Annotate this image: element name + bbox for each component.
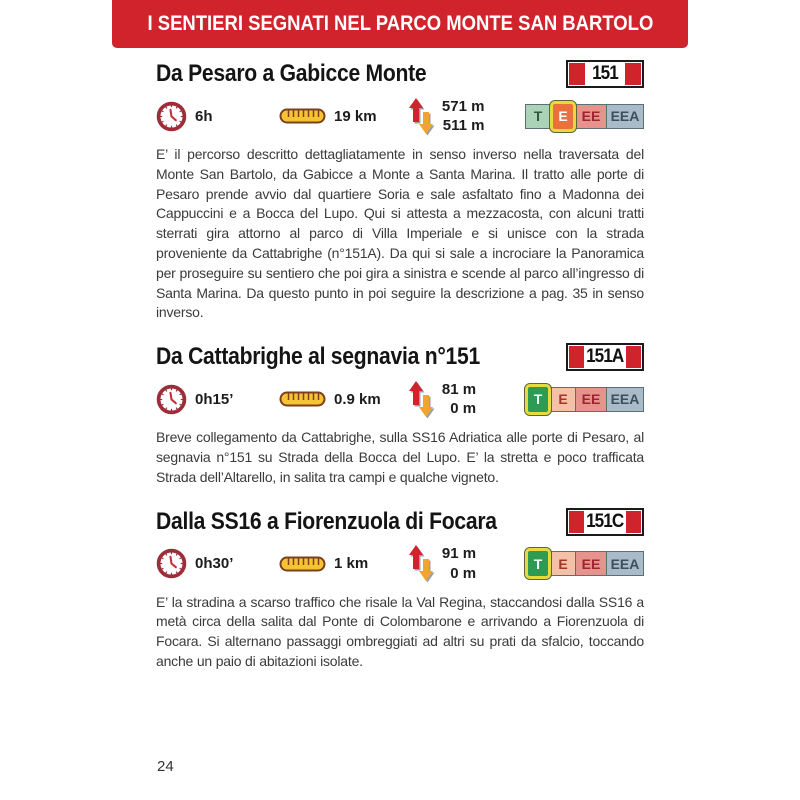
clock-icon	[156, 101, 187, 132]
elevation-values	[442, 544, 476, 583]
descent-value: 511 m	[442, 117, 485, 134]
difficulty-level-eea: EEA	[606, 551, 644, 576]
section-title-row	[156, 58, 644, 90]
page-header-band	[112, 0, 688, 48]
difficulty-level-ee: EE	[575, 104, 607, 129]
up-down-arrows-icon	[405, 543, 436, 584]
up-down-arrows-icon	[405, 96, 436, 137]
trail-title: Da Cattabrighe al segnavia n°151	[156, 343, 480, 371]
trail-number-badge	[566, 508, 644, 536]
ascent-value: 571 m	[441, 97, 485, 115]
difficulty-level-t: T	[525, 384, 551, 415]
trail-description: E’ il percorso descritto dettagliatamente in senso inverso nella traversata del Monte San Bartolo, da Gabicce a Monte a Santa Marina. Il tratto alle porte di Pesaro prende avvio dal quartiere Soria e sale asfaltato fino a Madonna dei Cappuccini e a Bocca del Lupo. Qui si attesta a mezzacosta, con alcuni tratti sterrati gira attorno al parco di Villa Imperiale e si unisce con la strada proveniente da Cattabrighe (n°151A). Da qui si sale a incrociare la Panoramica per proseguire su sentiero che poi gira a sinistra e scende al parco all’ingresso di Santa Marina. Da questo punto in poi seguire la descrizione a pag. 35 in senso inverso.	[156, 146, 644, 321]
elevation-values	[442, 380, 476, 419]
trail-stats-row	[156, 95, 644, 137]
trail-section-151c	[156, 506, 644, 672]
page-content	[156, 58, 644, 686]
duration-stat	[156, 548, 279, 579]
section-title-row	[156, 506, 644, 538]
duration-value: 6h	[195, 107, 213, 125]
difficulty-scale	[525, 548, 644, 579]
descent-value: 0 m	[450, 564, 477, 582]
elevation-stat	[405, 379, 525, 420]
difficulty-level-eea: EEA	[606, 387, 644, 412]
badge-red-stripe-left	[569, 511, 584, 533]
trail-title: Da Pesaro a Gabicce Monte	[156, 60, 427, 87]
difficulty-level-e: E	[550, 551, 576, 576]
trail-stats-row	[156, 378, 644, 420]
duration-stat	[156, 101, 279, 132]
difficulty-scale	[525, 384, 644, 415]
difficulty-level-ee: EE	[575, 387, 607, 412]
difficulty-scale	[525, 101, 644, 132]
duration-value: 0h30’	[195, 555, 234, 573]
difficulty-level-t: T	[525, 548, 551, 579]
distance-stat	[279, 555, 405, 572]
badge-red-stripe-right	[626, 511, 641, 533]
trail-number: 151C	[586, 510, 624, 532]
distance-value: 19 km	[334, 107, 377, 125]
page-number: 24	[157, 758, 174, 775]
trail-section-151	[156, 58, 644, 323]
distance-stat	[279, 108, 405, 125]
trail-number: 151A	[586, 346, 624, 368]
elevation-values	[442, 97, 485, 136]
difficulty-level-e: E	[550, 387, 576, 412]
badge-red-stripe-left	[569, 346, 584, 368]
trail-number: 151	[592, 63, 618, 84]
duration-value: 0h15’	[195, 390, 234, 408]
trail-number-badge	[566, 60, 644, 88]
distance-value: 1 km	[334, 555, 369, 573]
duration-stat	[156, 384, 279, 415]
ascent-value: 91 m	[441, 545, 477, 563]
distance-stat	[279, 391, 405, 408]
badge-red-stripe-left	[569, 63, 585, 85]
ruler-icon	[279, 391, 326, 407]
badge-red-stripe-right	[625, 63, 641, 85]
ruler-icon	[279, 108, 326, 124]
section-title-row	[156, 341, 644, 373]
elevation-stat	[405, 96, 525, 137]
distance-value: 0.9 km	[334, 390, 381, 408]
clock-icon	[156, 384, 187, 415]
difficulty-level-ee: EE	[575, 551, 607, 576]
trail-stats-row	[156, 543, 644, 585]
clock-icon	[156, 548, 187, 579]
trail-description: Breve collegamento da Cattabrighe, sulla SS16 Adriatica alle porte di Pesaro, al segnavia n°151 su Strada della Bocca del Lupo. E’ la stretta e poco trafficata Strada dell’Altarello, in salita tra campi e qualche vigneto.	[156, 429, 644, 485]
trail-number-badge	[566, 343, 644, 371]
up-down-arrows-icon	[405, 379, 436, 420]
difficulty-level-e: E	[550, 101, 576, 132]
trail-title: Dalla SS16 a Fiorenzuola di Focara	[156, 507, 497, 535]
page-header-title: I SENTIERI SEGNATI NEL PARCO MONTE SAN BARTOLO	[147, 12, 653, 35]
ruler-icon	[279, 556, 326, 572]
trail-section-151a	[156, 341, 644, 487]
trail-description: E’ la stradina a scarso traffico che risale la Val Regina, staccandosi dalla SS16 a metà circa della salita dal Ponte di Colombarone e arrivando a Fiorenzuola di Focara. Si alternano passaggi ombreggiati ad altri su prati da sfalcio, toccando anche un paio di abitazioni isolate.	[156, 593, 644, 669]
elevation-stat	[405, 543, 525, 584]
badge-red-stripe-right	[626, 346, 641, 368]
ascent-value: 81 m	[441, 380, 477, 398]
difficulty-level-t: T	[525, 104, 551, 129]
difficulty-level-eea: EEA	[606, 104, 644, 129]
descent-value: 0 m	[450, 400, 477, 418]
